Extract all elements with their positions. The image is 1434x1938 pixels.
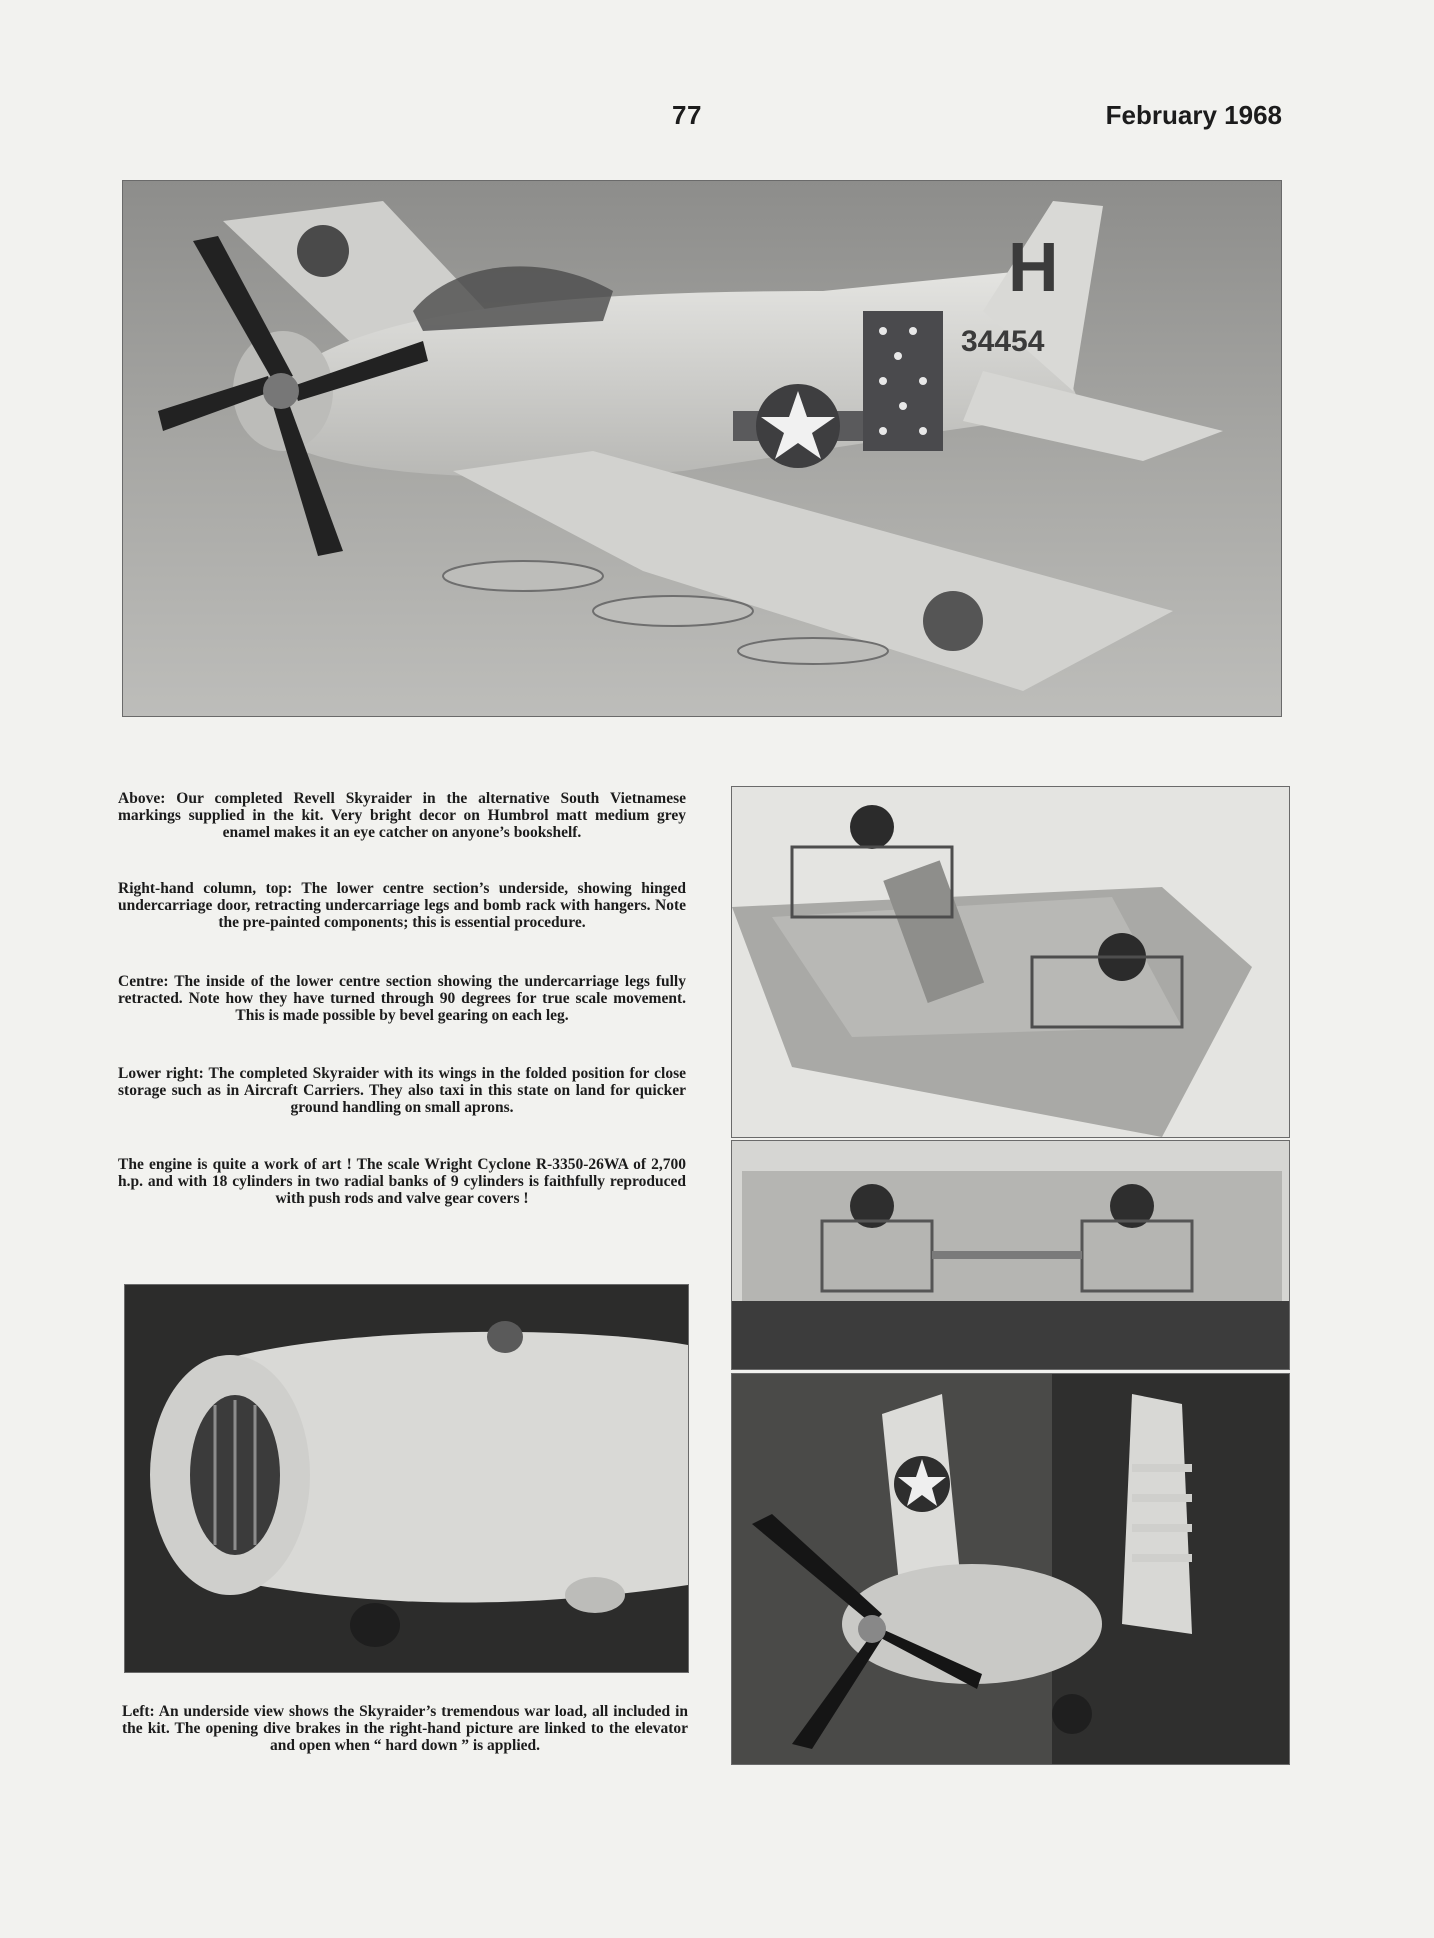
- fuselage-number: 34454: [961, 325, 1045, 358]
- caption-centre: Centre: The inside of the lower centre section showing the undercarriage legs fully retracted. Note how they have turned through 90 degrees for true scale movement. This is made possible by bevel gearing on each leg.: [118, 973, 686, 1024]
- caption-left: Left: An underside view shows the Skyraider’s tremendous war load, all included in the kit. The opening dive brakes in the right-hand picture are linked to the elevator and open when “ hard down ” is applied.: [122, 1703, 688, 1754]
- caption-right-hand-top: Right-hand column, top: The lower centre section’s underside, showing hinged undercarriage door, retracting undercarriage legs and bomb rack with hangers. Note the pre-painted components; this is essential procedure.: [118, 880, 686, 931]
- centre-section-underside-image: [732, 787, 1289, 1137]
- skyraider-main-image: [123, 181, 1281, 716]
- engine-image: [125, 1285, 688, 1672]
- tail-letter: H: [1008, 228, 1059, 306]
- photo-engine: [124, 1284, 689, 1673]
- issue-date: February 1968: [1105, 100, 1282, 130]
- photo-centre-section-underside: [731, 786, 1290, 1138]
- page-number: 77: [672, 100, 702, 130]
- photo-skyraider-main: [122, 180, 1282, 717]
- caption-engine: The engine is quite a work of art ! The scale Wright Cyclone R-3350-26WA of 2,700 h.p. and with 18 cylinders in two radial banks of 9 cylinders is faithfully reproduced with push rods and valve gear covers !: [118, 1156, 686, 1207]
- caption-lower-right: Lower right: The completed Skyraider with its wings in the folded position for close storage such as in Aircraft Carriers. They also taxi in this state on land for quicker ground handling on small aprons.: [118, 1065, 686, 1116]
- photo-folded-wings: [731, 1373, 1290, 1765]
- photo-centre-section-inside: [731, 1140, 1290, 1370]
- folded-wings-image: [732, 1374, 1289, 1764]
- caption-above: Above: Our completed Revell Skyraider in the alternative South Vietnamese markings supplied in the kit. Very bright decor on Humbrol matt medium grey enamel makes it an eye catcher on anyone’s bookshelf.: [118, 790, 686, 841]
- centre-section-inside-image: [732, 1141, 1289, 1369]
